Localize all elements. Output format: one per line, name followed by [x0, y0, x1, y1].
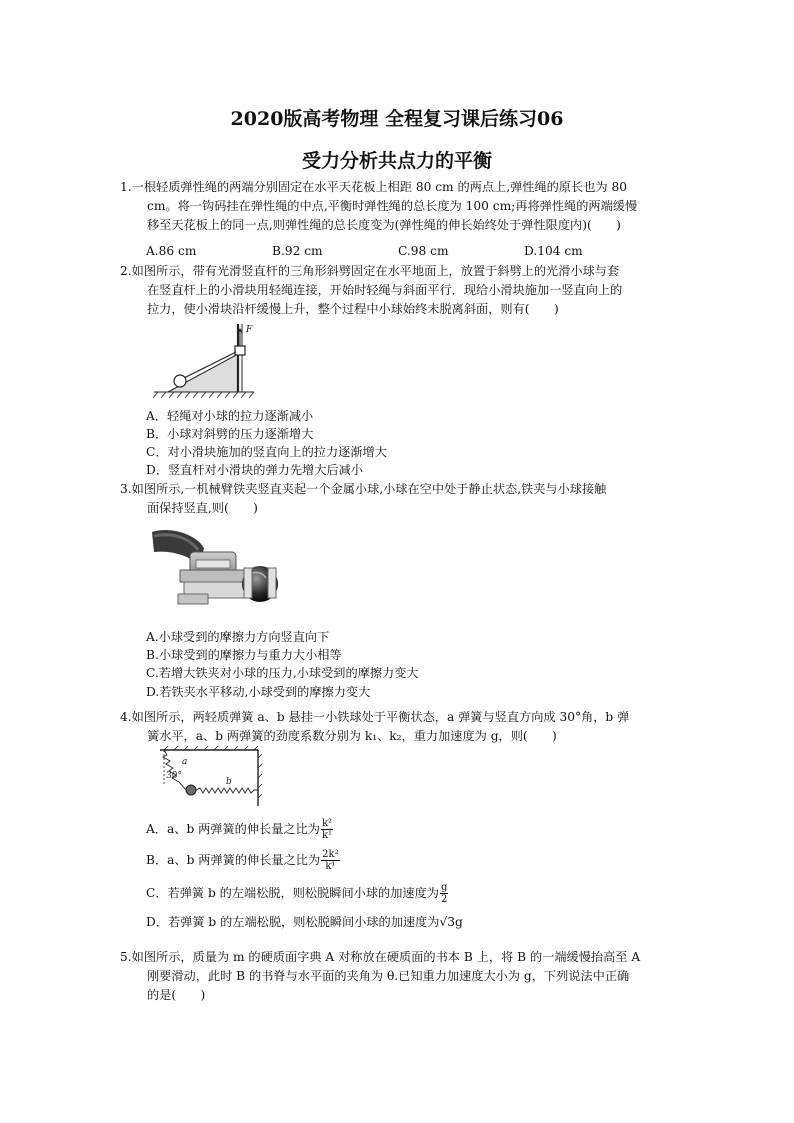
- q4-option-c-text: C．若弹簧 b 的左端松脱，则松脱瞬间小球的加速度为: [146, 886, 439, 900]
- q4-option-d: [146, 913, 463, 930]
- question-1-line-3: 移至天花板上的同一点,则弹性绳的总长度变为(弹性绳的伸长始终处于弹性限度内)( ): [147, 218, 621, 232]
- q4-option-c-fraction: [440, 882, 448, 905]
- q2-incline-figure: [150, 320, 260, 400]
- q4-spring-figure: [156, 746, 266, 808]
- q4-option-a-text: A．a、b 两弹簧的伸长量之比为: [146, 822, 320, 836]
- question-5-line-2: 刚要滑动，此时 B 的书脊与水平面的夹角为 θ.已知重力加速度大小为 g，下列说法中正确: [147, 969, 630, 983]
- q4-option-b-text: B．a、b 两弹簧的伸长量之比为: [146, 853, 321, 867]
- question-4: [120, 708, 704, 746]
- question-1-line-1: 1.一根轻质弹性绳的两端分别固定在水平天花板上相距 80 cm 的两点上,弹性绳的原长也为 80: [120, 180, 627, 194]
- q4-option-a-fraction: [321, 818, 333, 841]
- q4-option-c-denominator: 2: [441, 894, 448, 905]
- q4-option-b: [146, 849, 340, 872]
- question-1-line-2: cm。将一钩码挂在弹性绳的中点,平衡时弹性绳的总长度为 100 cm;再将弹性绳的两端缓慢: [147, 199, 638, 213]
- question-3-line-2: 面保持竖直,则( ): [147, 501, 258, 515]
- question-2-line-2: 在竖直杆上的小滑块用轻绳连接，开始时轻绳与斜面平行．现给小滑块施加一竖直向上的: [147, 283, 623, 297]
- q2-option-a: A．轻绳对小球的拉力逐渐减小: [146, 409, 314, 423]
- question-1: [120, 178, 704, 235]
- question-4-line-2: 簧水平，a、b 两弹簧的劲度系数分别为 k₁、k₂，重力加速度为 g，则( ): [147, 729, 557, 743]
- q4-option-c: [146, 882, 448, 905]
- q1-option-c: C.98 cm: [398, 244, 449, 258]
- q1-option-d: D.104 cm: [524, 244, 583, 258]
- q4-option-a: [146, 818, 333, 841]
- q1-option-a: A.86 cm: [146, 244, 197, 258]
- q4-option-b-denominator: k¹: [325, 861, 336, 872]
- question-5-line-1: 5.如图所示，质量为 m 的硬质面字典 A 对称放在硬质面的书本 B 上，将 B 的一端缓慢抬高至 A: [120, 950, 641, 964]
- q4-option-d-text: D．若弹簧 b 的左端松脱，则松脱瞬间小球的加速度为: [146, 915, 440, 929]
- q4-angle-label: 30°: [166, 771, 182, 781]
- question-2: [120, 262, 704, 319]
- q3-option-b: B.小球受到的摩擦力与重力大小相等: [146, 648, 342, 662]
- question-5: [120, 948, 704, 1005]
- q4-option-c-numerator: g: [441, 882, 448, 893]
- q1-option-b: B.92 cm: [272, 244, 323, 258]
- q2-option-c: C．对小滑块施加的竖直向上的拉力逐渐增大: [146, 445, 387, 459]
- q2-option-b: B．小球对斜劈的压力逐渐增大: [146, 427, 314, 441]
- q4-option-a-numerator: k²: [322, 818, 333, 829]
- question-2-line-3: 拉力，使小滑块沿杆缓慢上升，整个过程中小球始终未脱离斜面，则有( ): [147, 302, 559, 316]
- q3-option-c: C.若增大铁夹对小球的压力,小球受到的摩擦力变大: [146, 666, 419, 680]
- document-subtitle: 受力分析共点力的平衡: [301, 150, 492, 172]
- q2-force-label: F: [246, 325, 253, 335]
- q4-option-d-sqrt: √3g: [439, 915, 463, 929]
- q3-robot-clamp-photo: [150, 526, 280, 620]
- q2-option-d: D．竖直杆对小滑块的弹力先增大后减小: [146, 463, 363, 477]
- question-3-line-1: 3.如图所示,一机械臂铁夹竖直夹起一个金属小球,小球在空中处于静止状态,铁夹与小球接触: [120, 482, 607, 496]
- question-4-line-1: 4.如图所示，两轻质弹簧 a、b 悬挂一小铁球处于平衡状态，a 弹簧与竖直方向成 30°角，b 弹: [120, 710, 630, 724]
- question-3: [120, 480, 704, 518]
- q4-spring-a-label: a: [182, 757, 188, 767]
- question-5-line-3: 的是( ): [147, 988, 206, 1002]
- q4-spring-b-label: b: [226, 777, 232, 787]
- q4-option-b-numerator: 2k²: [322, 849, 339, 860]
- question-2-line-1: 2.如图所示，带有光滑竖直杆的三角形斜劈固定在水平地面上，放置于斜劈上的光滑小球与套: [120, 264, 620, 278]
- q3-option-a: A.小球受到的摩擦力方向竖直向下: [146, 630, 330, 644]
- document-title: 2020版高考物理 全程复习课后练习06: [230, 108, 564, 130]
- q4-option-a-denominator: k¹: [322, 830, 333, 841]
- q4-option-b-fraction: [321, 849, 339, 872]
- q3-option-d: D.若铁夹水平移动,小球受到的摩擦力变大: [146, 685, 371, 699]
